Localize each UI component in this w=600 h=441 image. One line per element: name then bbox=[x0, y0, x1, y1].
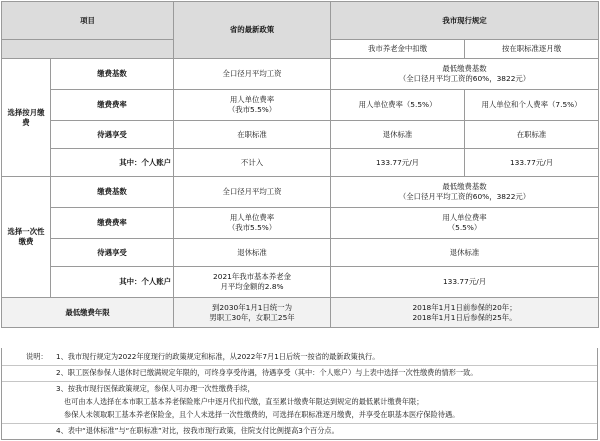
lump-base-city bbox=[331, 177, 599, 208]
monthly-base-city-line2: （全口径月平均工资的60%，3822元） bbox=[398, 74, 531, 83]
monthly-personal-row bbox=[2, 149, 599, 177]
note-3-line3: 参保人未领取职工基本养老保险金，且个人未选择一次性缴费的，可选择在职标准逐月缴费，并享受在职基本医疗保险待遇。 bbox=[64, 410, 460, 419]
lump-personal-label: 其中：个人账户 bbox=[51, 267, 174, 298]
monthly-section-label: 选择按月缴费 bbox=[2, 59, 51, 177]
monthly-rate-city-monthly: 用人单位和个人费率（7.5%） bbox=[465, 90, 599, 121]
lump-benefit-province: 退休标准 bbox=[174, 239, 331, 267]
min-years-province bbox=[174, 298, 331, 328]
monthly-benefit-province: 在职标准 bbox=[174, 121, 331, 149]
lump-rate-city-line1: 用人单位费率 bbox=[442, 213, 487, 223]
note-2: 2、职工医保参保人退休时已缴满规定年限的，可终身享受待遇，待遇享受（其中：个人账户）与上表中选择一次性缴费的情形一致。 bbox=[56, 368, 478, 377]
lump-rate-province bbox=[174, 208, 331, 239]
note-3-line2: 也可由本人选择在本市职工基本养老保险账户中逐月代扣代缴，直至累计缴费年限达到规定的最低累计缴费年限； bbox=[64, 397, 424, 406]
lump-base-row bbox=[2, 177, 599, 208]
header-item: 项目 bbox=[2, 2, 174, 40]
lump-base-province: 全口径月平均工资 bbox=[174, 177, 331, 208]
monthly-base-city bbox=[331, 59, 599, 90]
min-years-province-line2: 男职工30年，女职工25年 bbox=[209, 312, 295, 322]
monthly-rate-city-deduct: 用人单位费率（5.5%） bbox=[331, 90, 465, 121]
header-item-fill bbox=[2, 40, 174, 59]
notes-section bbox=[1, 348, 598, 440]
monthly-benefit-row bbox=[2, 121, 599, 149]
note-3: 3、按我市现行医保政策规定，参保人可办理一次性缴费手续， bbox=[56, 384, 255, 393]
monthly-base-province: 全口径月平均工资 bbox=[174, 59, 331, 90]
header-row bbox=[2, 2, 599, 40]
monthly-benefit-label: 待遇享受 bbox=[51, 121, 174, 149]
lump-personal-row bbox=[2, 267, 599, 298]
lump-base-label: 缴费基数 bbox=[51, 177, 174, 208]
lump-benefit-label: 待遇享受 bbox=[51, 239, 174, 267]
lump-benefit-city: 退休标准 bbox=[331, 239, 599, 267]
lump-personal-province-line2: 月平均金额的2.8% bbox=[220, 282, 284, 291]
header-city-monthly: 按在职标准逐月缴 bbox=[465, 40, 599, 59]
notes-divider bbox=[2, 423, 597, 424]
monthly-rate-row bbox=[2, 90, 599, 121]
monthly-base-city-line1: 最低缴费基数 bbox=[442, 64, 487, 74]
min-years-province-line1: 到2030年1月1日统一为 bbox=[212, 302, 292, 312]
note-4: 4、表中“退休标准”与“在职标准”对比，按我市现行政策，住院支付比例提高3个百分点。 bbox=[56, 426, 339, 435]
monthly-rate-province-line2: （我市5.5%） bbox=[227, 105, 277, 114]
lump-rate-city bbox=[331, 208, 599, 239]
lump-personal-city: 133.77元/月 bbox=[331, 267, 599, 298]
min-years-city-line1: 2018年1月1日前参保的20年； bbox=[412, 302, 517, 312]
monthly-personal-city-deduct: 133.77元/月 bbox=[331, 149, 465, 177]
lump-rate-province-line1: 用人单位费率 bbox=[229, 213, 275, 223]
min-years-row bbox=[2, 298, 599, 328]
lump-benefit-row bbox=[2, 239, 599, 267]
lump-rate-row bbox=[2, 208, 599, 239]
notes-divider bbox=[2, 365, 597, 366]
header-city-deduct: 我市养老金中扣缴 bbox=[331, 40, 465, 59]
monthly-rate-province-line1: 用人单位费率 bbox=[229, 95, 275, 105]
header-city: 我市现行规定 bbox=[331, 2, 599, 40]
lump-rate-label: 缴费费率 bbox=[51, 208, 174, 239]
notes-divider bbox=[2, 381, 597, 382]
min-years-label: 最低缴费年限 bbox=[2, 298, 174, 328]
monthly-rate-province bbox=[174, 90, 331, 121]
lump-section-label: 选择一次性缴费 bbox=[2, 177, 51, 298]
monthly-personal-city-monthly: 133.77元/月 bbox=[465, 149, 599, 177]
policy-table bbox=[1, 1, 599, 328]
monthly-benefit-city-deduct: 退休标准 bbox=[331, 121, 465, 149]
min-years-city-line2: 2018年1月1日后参保的25年。 bbox=[412, 312, 517, 322]
min-years-city bbox=[331, 298, 599, 328]
note-1: 1、我市现行规定为2022年度现行的政策规定和标准，从2022年7月1日后统一按省的最新政策执行。 bbox=[56, 352, 380, 361]
lump-base-city-line1: 最低缴费基数 bbox=[442, 182, 487, 192]
monthly-personal-label: 其中：个人账户 bbox=[51, 149, 174, 177]
lump-personal-province bbox=[174, 267, 331, 298]
lump-personal-province-line1: 2021年我市基本养老金 bbox=[213, 272, 291, 282]
lump-rate-city-line2: （5.5%） bbox=[447, 223, 482, 232]
monthly-rate-label: 缴费费率 bbox=[51, 90, 174, 121]
lump-rate-province-line2: （我市5.5%） bbox=[227, 223, 277, 232]
monthly-benefit-city-monthly: 在职标准 bbox=[465, 121, 599, 149]
header-province: 省的最新政策 bbox=[174, 2, 331, 59]
lump-base-city-line2: （全口径月平均工资的60%，3822元） bbox=[398, 192, 531, 201]
monthly-base-label: 缴费基数 bbox=[51, 59, 174, 90]
monthly-personal-province: 不计入 bbox=[174, 149, 331, 177]
notes-title: 说明： bbox=[26, 352, 48, 361]
monthly-base-row bbox=[2, 59, 599, 90]
